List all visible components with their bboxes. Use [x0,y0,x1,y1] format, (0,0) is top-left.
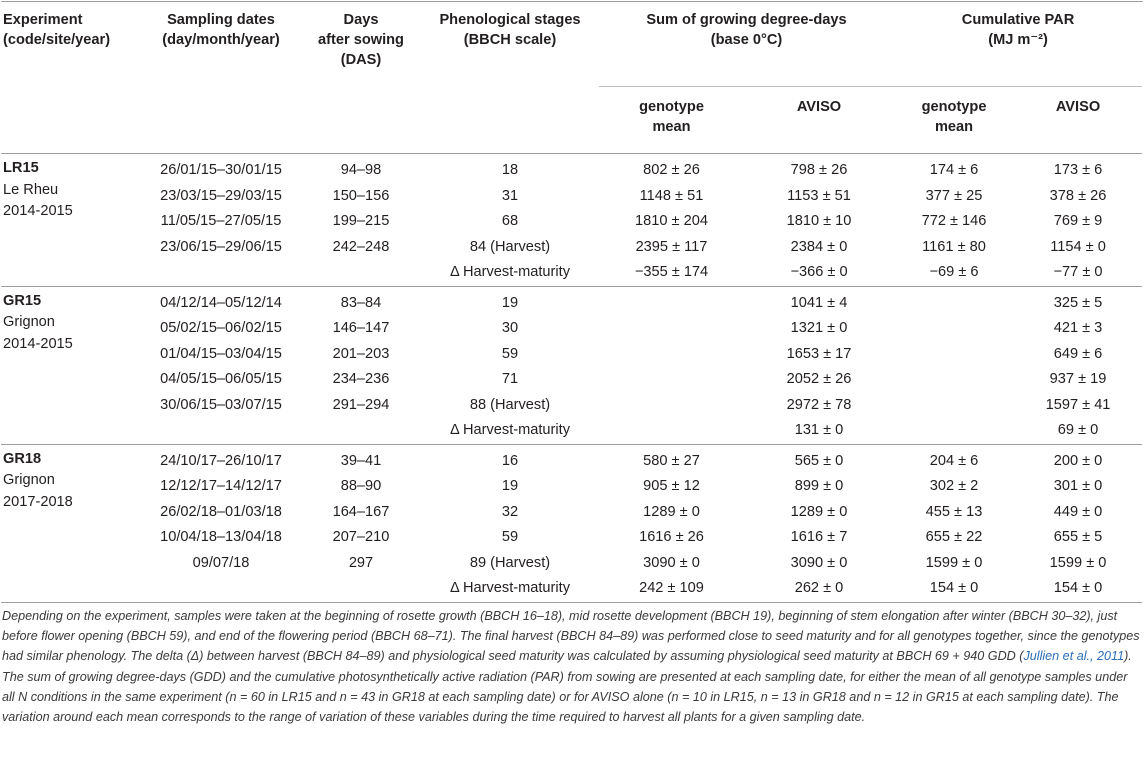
gdd-genotype-mean-cell: 3090 ± 0 [643,554,700,571]
par-genotype-mean-cell: 655 ± 22 [925,529,983,545]
phenological-stage-cell: 89 (Harvest) [469,554,551,571]
par-aviso-cell: 200 ± 0 [1014,444,1142,474]
par-aviso-cell: −77 ± 0 [1053,264,1103,280]
sampling-dates-cell: 26/02/18–01/03/18 [160,503,282,520]
days-after-sowing-cell: 207–210 [332,529,390,545]
table-row [1,525,1142,551]
gdd-genotype-mean-cell [599,316,744,342]
days-after-sowing-cell [301,576,421,602]
gdd-aviso-cell: 262 ± 0 [794,580,844,596]
par-aviso-cell: 769 ± 9 [1053,213,1103,229]
par-genotype-mean-cell: 302 ± 2 [929,478,979,494]
gdd-genotype-mean-cell [599,342,744,368]
days-after-sowing-cell: 291–294 [332,396,390,413]
table-row [1,444,1142,474]
par-genotype-mean-cell: 1599 ± 0 [925,554,983,571]
days-after-sowing-cell: 234–236 [332,371,390,387]
data-table [1,2,1142,603]
par-genotype-mean-cell: 772 ± 146 [921,213,987,229]
gdd-aviso-cell: 2972 ± 78 [786,396,852,413]
days-after-sowing-cell: 297 [348,554,374,571]
days-after-sowing-cell [301,260,421,286]
par-aviso-cell: 301 ± 0 [1053,478,1103,494]
gdd-genotype-mean-cell: −355 ± 174 [634,264,709,280]
sampling-dates-cell: 05/02/15–06/02/15 [160,320,282,336]
par-genotype-mean-cell [894,316,1014,342]
days-after-sowing-cell: 88–90 [340,478,382,494]
table-body [1,154,1142,603]
phenological-stage-cell: 18 [421,154,599,184]
gdd-aviso-cell: 1041 ± 4 [744,286,894,316]
days-after-sowing-cell [301,418,421,444]
table-row [1,474,1142,500]
gdd-aviso-cell: 798 ± 26 [744,154,894,184]
table-row [1,286,1142,316]
par-aviso-cell: 421 ± 3 [1053,320,1103,336]
phenological-stage-cell: 71 [501,371,519,387]
sampling-dates-cell [141,576,301,602]
phenological-stage-cell: 32 [501,503,519,520]
header-par: Cumulative PAR (MJ m⁻²) [961,12,1075,48]
gdd-genotype-mean-cell [599,286,744,316]
days-after-sowing-cell: 146–147 [332,320,390,336]
sampling-dates-cell: 23/03/15–29/03/15 [160,187,282,204]
gdd-aviso-cell: 1616 ± 7 [790,529,848,545]
phenological-stage-cell: 68 [501,213,519,229]
phenological-stage-cell: 88 (Harvest) [469,396,551,413]
table-row [1,316,1142,342]
table-row [1,342,1142,368]
par-aviso-cell: 173 ± 6 [1014,154,1142,184]
par-aviso-cell: 1599 ± 0 [1049,554,1107,571]
table-row [1,576,1142,602]
phenological-stage-cell: 30 [501,320,519,336]
gdd-genotype-mean-cell: 1289 ± 0 [643,503,700,520]
experiment-years: 2014-2015 [3,203,73,219]
phenological-stage-cell: Δ Harvest-maturity [449,422,571,438]
experiment-code: GR18 [3,450,42,467]
par-aviso-cell: 154 ± 0 [1053,580,1103,596]
sampling-dates-cell [141,418,301,444]
table-row [1,418,1142,444]
phenological-stage-cell: 59 [501,529,519,545]
experiment-cell [1,286,141,444]
citation-link[interactable]: Jullien et al., 2011 [1023,649,1125,664]
sampling-dates-cell: 12/12/17–14/12/17 [160,478,282,494]
par-aviso-cell: 655 ± 5 [1053,529,1103,545]
sampling-dates-cell: 04/12/14–05/12/14 [141,286,301,316]
days-after-sowing-cell: 83–84 [301,286,421,316]
phenological-stage-cell: 31 [501,187,519,204]
table-bottom-rule [1,602,1142,603]
gdd-genotype-mean-cell: 802 ± 26 [599,154,744,184]
phenological-stage-cell: 59 [501,345,519,362]
table-row [1,367,1142,393]
table-row [1,209,1142,235]
bottom-rule-cell [1,602,1142,603]
table-row [1,235,1142,261]
phenological-stage-cell: 19 [501,478,519,494]
header-sampling-dates: Sampling dates (day/month/year) [162,12,280,48]
gdd-aviso-cell: 1289 ± 0 [790,503,848,520]
gdd-genotype-mean-cell: 242 ± 109 [639,580,704,596]
gdd-genotype-mean-cell: 1810 ± 204 [635,213,708,229]
sampling-dates-cell: 01/04/15–03/04/15 [160,345,282,362]
sampling-dates-cell: 23/06/15–29/06/15 [160,238,282,255]
gdd-genotype-mean-cell: 580 ± 27 [599,444,744,474]
top-rule [1,1,1143,2]
table-row [1,500,1142,526]
table-row [1,154,1142,184]
phenological-stage-cell: 16 [421,444,599,474]
sampling-dates-cell: 09/07/18 [192,554,250,571]
experiment-code: GR15 [3,292,42,309]
days-after-sowing-cell: 201–203 [332,345,390,362]
gdd-aviso-cell: 1653 ± 17 [786,345,852,362]
sampling-dates-cell: 26/01/15–30/01/15 [141,154,301,184]
par-genotype-mean-cell: 174 ± 6 [894,154,1014,184]
par-genotype-mean-cell [894,367,1014,393]
par-aviso-cell: 1597 ± 41 [1045,396,1111,413]
par-genotype-mean-cell [894,418,1014,444]
phenological-stage-cell: Δ Harvest-maturity [449,580,571,596]
gdd-aviso-cell: 2384 ± 0 [790,238,848,255]
header-gdd: Sum of growing degree-days (base 0°C) [646,12,847,48]
gdd-aviso-cell: 131 ± 0 [794,422,844,438]
par-genotype-mean-cell: 204 ± 6 [894,444,1014,474]
subheader-par-genotype-mean: genotype mean [894,87,1014,154]
gdd-genotype-mean-cell: 2395 ± 117 [635,238,708,255]
par-aviso-cell: 378 ± 26 [1049,187,1107,204]
days-after-sowing-cell: 150–156 [332,187,390,204]
gdd-aviso-cell: 2052 ± 26 [786,371,852,387]
par-genotype-mean-cell [894,286,1014,316]
header-phenological-stages: Phenological stages (BBCH scale) [439,12,581,48]
phenological-stage-cell: 84 (Harvest) [469,238,551,255]
par-genotype-mean-cell: 377 ± 25 [925,187,983,204]
par-aviso-cell: 1154 ± 0 [1050,238,1106,255]
par-genotype-mean-cell: −69 ± 6 [929,264,979,280]
days-after-sowing-cell: 199–215 [332,213,390,229]
gdd-aviso-cell: 1810 ± 10 [786,213,852,229]
experiment-years: 2014-2015 [3,335,73,352]
experiment-cell [1,444,141,602]
table-row [1,260,1142,286]
gdd-aviso-cell: 899 ± 0 [794,478,844,494]
experiment-site: Le Rheu [3,181,59,198]
subheader-gdd-aviso: AVISO [744,87,894,154]
gdd-genotype-mean-cell [599,418,744,444]
sampling-dates-cell: 24/10/17–26/10/17 [141,444,301,474]
par-genotype-mean-cell [894,342,1014,368]
par-aviso-cell: 937 ± 19 [1049,371,1107,387]
experiment-years: 2017-2018 [3,493,73,510]
gdd-genotype-mean-cell [599,393,744,419]
par-aviso-cell: 649 ± 6 [1053,345,1103,362]
par-genotype-mean-cell: 455 ± 13 [925,503,983,520]
experiment-code: LR15 [3,160,39,176]
table-row [1,393,1142,419]
gdd-aviso-cell: 3090 ± 0 [790,554,848,571]
par-aviso-cell: 325 ± 5 [1014,286,1142,316]
sampling-dates-cell: 11/05/15–27/05/15 [160,213,282,229]
days-after-sowing-cell: 164–167 [332,503,390,520]
gdd-genotype-mean-cell: 905 ± 12 [643,478,700,494]
experiment-cell [1,154,141,287]
experiment-site: Grignon [3,314,55,330]
header-experiment: Experiment (code/site/year) [3,12,111,48]
phenological-stage-cell: 19 [421,286,599,316]
header-days-after-sowing: Days after sowing (DAS) [318,12,404,68]
gdd-genotype-mean-cell [599,367,744,393]
table-row [1,551,1142,577]
par-genotype-mean-cell: 1161 ± 80 [922,238,986,255]
phenological-stage-cell: Δ Harvest-maturity [449,264,571,280]
par-genotype-mean-cell [894,393,1014,419]
subheader-par-aviso: AVISO [1014,87,1142,154]
gdd-aviso-cell: −366 ± 0 [790,264,848,280]
sampling-dates-cell [141,260,301,286]
par-genotype-mean-cell: 154 ± 0 [929,580,979,596]
days-after-sowing-cell: 242–248 [332,238,390,255]
days-after-sowing-cell: 39–41 [301,444,421,474]
par-aviso-cell: 69 ± 0 [1057,422,1099,438]
gdd-aviso-cell: 1153 ± 51 [787,187,851,204]
sampling-dates-cell: 30/06/15–03/07/15 [160,396,282,413]
table-row [1,184,1142,210]
experiment-site: Grignon [3,472,55,488]
table-caption: Depending on the experiment, samples were taken at the beginning of rosette growth (BBCH 16–18), mid rosette development (BBCH 19), beginning of stem elongation after winter (BBCH 30–32), just before flower opening (BBCH 59), and end of the flowering period (BBCH 68–71). The final harvest (BBCH 84–89) was performed close to seed maturity and for all genotypes together, since the genotypes had similar phenology. The delta (Δ) between harvest (BBCH 84–89) and physiological seed maturity was calculated by assuming physiological seed maturity at BBCH 69 + 940 GDD (Jullien et al., 2011). The sum of growing degree-days (GDD) and the cumulative photosynthetically active radiation (PAR) from sowing are presented at each sampling date, for either the mean of all genotype samples under all N conditions in the same experiment (n = 60 in LR15 and n = 43 in GR18 at each sampling date) or for AVISO alone (n = 10 in LR15, n = 13 in GR18 and n = 12 in GR15 at each sampling date). The variation around each mean corresponds to the range of variation of these variables during the time required to harvest all plants for a given sampling date. [2,609,1140,725]
gdd-genotype-mean-cell: 1148 ± 51 [639,187,704,204]
gdd-aviso-cell: 565 ± 0 [744,444,894,474]
sampling-dates-cell: 10/04/18–13/04/18 [160,529,282,545]
par-aviso-cell: 449 ± 0 [1053,503,1103,520]
days-after-sowing-cell: 94–98 [301,154,421,184]
gdd-aviso-cell: 1321 ± 0 [790,320,848,336]
sampling-dates-cell: 04/05/15–06/05/15 [160,371,282,387]
gdd-genotype-mean-cell: 1616 ± 26 [639,529,704,545]
subheader-gdd-genotype-mean: genotype mean [599,87,744,154]
